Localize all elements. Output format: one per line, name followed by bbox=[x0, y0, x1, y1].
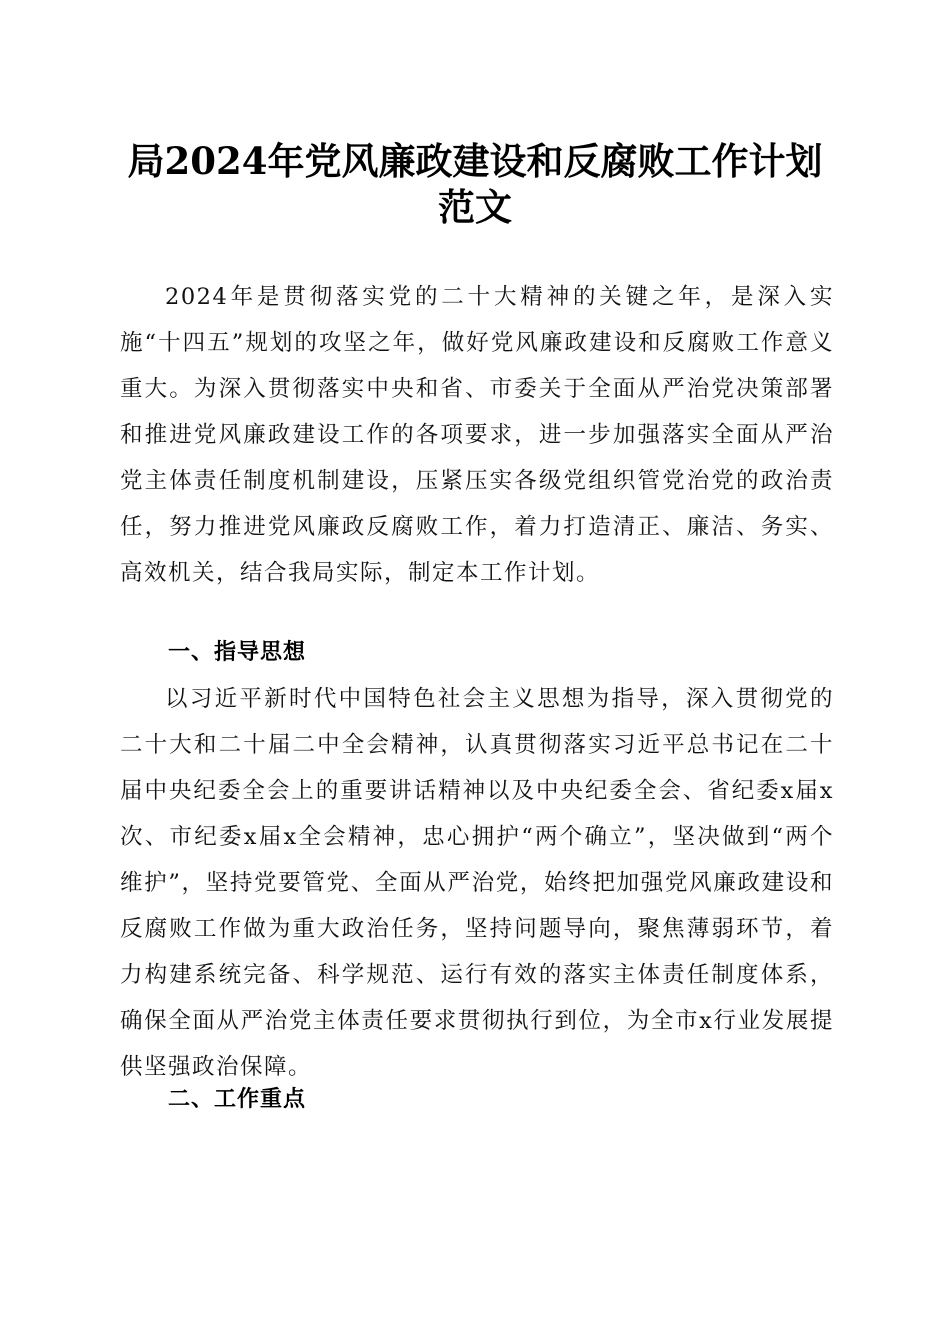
section-heading-work-focus: 二、工作重点 bbox=[168, 1087, 307, 1112]
guiding-ideology-paragraph: 以习近平新时代中国特色社会主义思想为指导，深入贯彻党的二十大和二十届二中全会精神，认真贯彻落实习近平总书记在二十届中央纪委全会上的重要讲话精神以及中央纪委全会、省纪委x届x次、市纪委x届x全会精神，忠心拥护“两个确立”，坚决做到“两个维护”，坚持党要管党、全面从严治党，始终把加强党风廉政建设和反腐败工作做为重大政治任务，坚持问题导向，聚焦薄弱环节，着力构建系统完备、科学规范、运行有效的落实主体责任制度体系，确保全面从严治党主体责任要求贯彻执行到位，为全市x行业发展提供坚强政治保障。 bbox=[120, 686, 834, 1080]
intro-paragraph: 2024年是贯彻落实党的二十大精神的关键之年，是深入实施“十四五”规划的攻坚之年，做好党风廉政建设和反腐败工作意义重大。为深入贯彻落实中央和省、市委关于全面从严治党决策部署和推进党风廉政建设工作的各项要求，进一步加强落实全面从严治党主体责任制度机制建设，压紧压实各级党组织管党治党的政治责任，努力推进党风廉政反腐败工作，着力打造清正、廉洁、务实、高效机关，结合我局实际，制定本工作计划。 bbox=[120, 284, 834, 586]
section-heading-guiding-ideology: 一、指导思想 bbox=[168, 640, 307, 665]
document-title: 局2024年党风廉政建设和反腐败工作计划范文 bbox=[127, 139, 823, 229]
